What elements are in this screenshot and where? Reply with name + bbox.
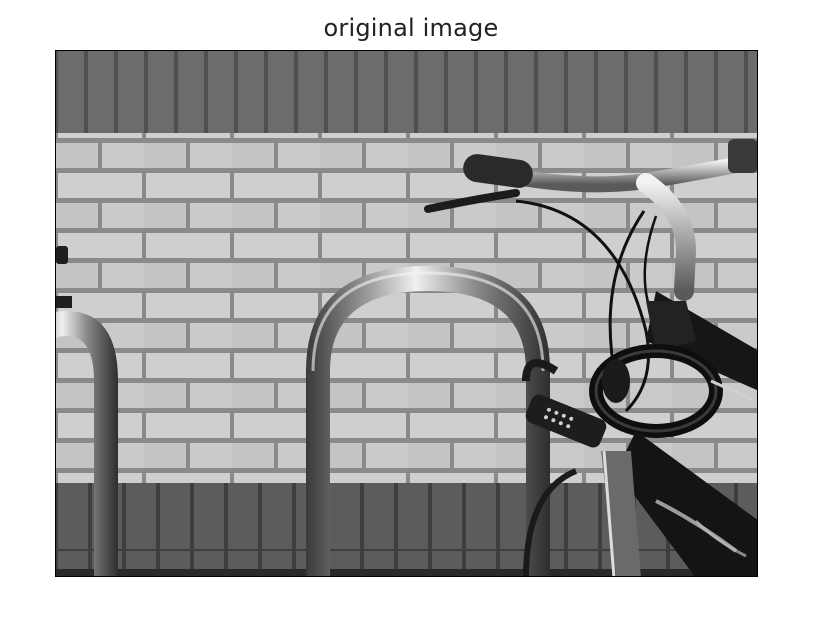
photo-frame xyxy=(55,50,758,577)
image-title: original image xyxy=(323,14,499,42)
upper-dark-brick-band xyxy=(56,51,758,133)
photo-icon xyxy=(56,51,758,577)
